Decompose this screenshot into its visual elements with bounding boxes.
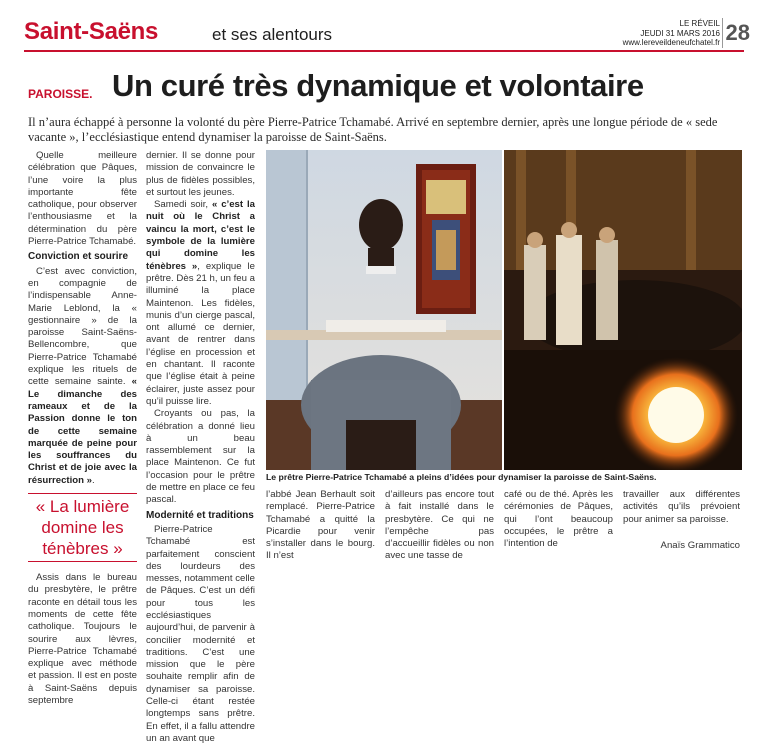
- paragraph: dernier. Il se donne pour mission de convaincre le plus de fidèles possibles, et surtout les jeunes.: [146, 150, 255, 198]
- issue-date: JEUDI 31 MARS 2016: [640, 28, 720, 38]
- paragraph: [28, 266, 137, 487]
- paragraph: Quelle meilleure célébration que Pâques, l’une voire la plus importante fête catholique, pour observer l’enthousiasme et la détermination du père Pierre-Patrice Tchamabé.: [28, 150, 137, 248]
- bold-quote: « Le dimanche des rameaux et de la Passion donne le ton de cette semaine marquée de peine pour les souffrances du Christ et de joie avec la résurrection »: [28, 376, 137, 486]
- text-column-1: [28, 150, 137, 707]
- photo-illustration: [266, 150, 742, 470]
- text-column-4: [385, 489, 494, 563]
- website: www.lereveildeneufchatel.fr: [622, 38, 720, 47]
- article-kicker: PAROISSE.: [28, 87, 93, 101]
- text-column-5: [504, 489, 613, 550]
- paragraph: café ou de thé. Après les cérémonies de Pâques, qui l’ont beaucoup occupées, le prêtre a l’intention de: [504, 489, 613, 550]
- paragraph: travailler aux différentes activités qu’ils prévoient pour animer sa paroisse.: [623, 489, 740, 525]
- subheading: Modernité et traditions: [146, 509, 254, 521]
- header-rule: [24, 50, 744, 52]
- text-column-3: [266, 489, 375, 563]
- text-run: .: [92, 474, 95, 486]
- article-headline: Un curé très dynamique et volontaire: [112, 68, 644, 103]
- paragraph: l’abbé Jean Berhault soit remplacé. Pierre-Patrice Tchamabé a quitté la Picardie pour venir s’installer dans le bourg. Il n’est: [266, 489, 375, 562]
- paper-name: LE RÉVEIL: [679, 19, 720, 28]
- paragraph: Pierre-Patrice Tchamabé est parfaitement conscient des lourdeurs des messes, notamment celle de Pâques. C’est un défi pour tous les ecclésiastiques aujourd’hui, de parvenir à concilier modernité et traditions. C’est une mission que le père souhaite remplir afin de dynamiser sa paroisse. Celle-ci étant restée longtemps sans prêtre. En effet, il a fallu attendre un an avant que: [146, 523, 255, 744]
- section-title: Saint-Saëns: [24, 18, 159, 45]
- text-run: Samedi soir,: [154, 199, 209, 211]
- paper-info: [623, 19, 720, 48]
- paragraph: [146, 199, 255, 408]
- subheading: Conviction et sourire: [28, 251, 129, 263]
- divider: [722, 18, 723, 48]
- text-column-6: [623, 489, 740, 526]
- pull-quote: « La lumière domine les ténèbres »: [28, 493, 137, 562]
- text-run: C’est avec conviction, en compagnie de l’indispensable Anne-Marie Leblond, la « gestionnaire » de la paroisse Saint-Saëns-Bellencombre, que Pierre-Patrice Tchamabé explique les rituels de cette semaine sainte.: [28, 265, 137, 388]
- paragraph: d’ailleurs pas encore tout à fait installé dans le presbytère. Ce qui ne l’empêche pas d’accueillir fidèles ou non avec une tasse de: [385, 489, 494, 562]
- section-subtitle: et ses alentours: [212, 25, 333, 44]
- article-lead: Il n’aura échappé à personne la volonté du père Pierre-Patrice Tchamabé. Arrivé en septembre dernier, après une longue période de « sede vacante », l’ecclésiastique entend dynamiser la paroisse de Saint-Saëns.: [28, 115, 718, 144]
- bold-quote: « c’est la nuit où le Christ a vaincu la mort, c’est le symbole de la lumière qui domine les ténèbres »: [146, 199, 255, 272]
- page-number: 28: [725, 20, 750, 45]
- text-run: , explique le prêtre. Dès 21 h, un feu a illuminé la place Maintenon. Les fidèles, munis d’un cierge pascal, ont allumé ce dernier, avant de rentrer dans l’église en procession et en chantant. Il raconte que l’église était à peine éclairer, juste assez pour qu’il puisse lire.: [146, 260, 255, 407]
- text-column-2: [146, 150, 255, 745]
- photo-caption: Le prêtre Pierre-Patrice Tchamabé a pleins d’idées pour dynamiser la paroisse de Saint-Saëns.: [266, 472, 657, 482]
- page-header: [24, 18, 750, 52]
- author-signature: Anaïs Grammatico: [660, 540, 740, 551]
- article-photo: [266, 150, 742, 470]
- paragraph: Assis dans le bureau du presbytère, le prêtre raconte en détail tous les moments de cette fête catholique. Toujours le sourire aux lèvres, Pierre-Patrice Tchamabé explique avec méthode et passion. Il est en poste à Saint-Saëns depuis septembre: [28, 572, 137, 706]
- paragraph: Croyants ou pas, la célébration a donné lieu à un beau rassemblement sur la place Maintenon. Ce fut l’occasion pour le prêtre de mettre en place ce feu pascal.: [146, 408, 255, 506]
